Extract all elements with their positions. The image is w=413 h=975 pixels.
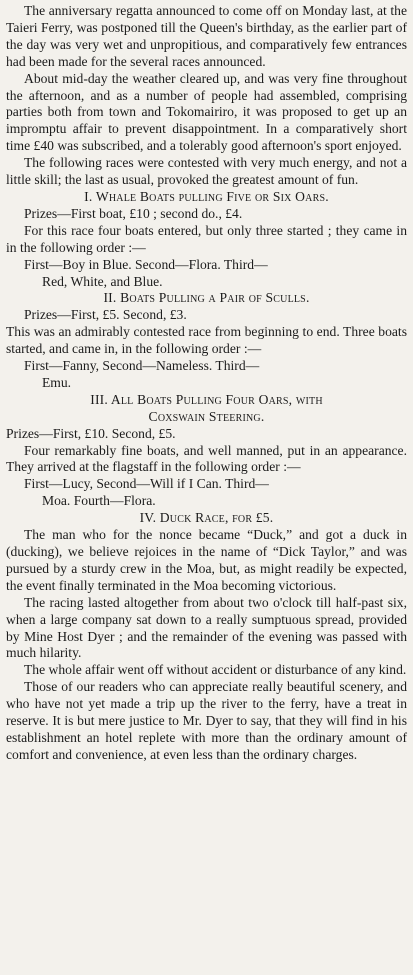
race4-heading: IV. Duck Race, for £5. xyxy=(139,510,274,526)
race2-text: This was an admirably contested race from beginning to end. Three boats started, and came in, in the following order :— xyxy=(6,324,407,357)
race2-prizes: Prizes—First, £5. Second, £3. xyxy=(24,307,187,323)
race4-text: The man who for the nonce became “Duck,” and got a duck in (ducking), we believe rejoices in the name of “Dick Taylor,” and was pursued by a sturdy crew in the Moa, but, as might readily be expected, the event finally terminated in the Moa becoming victorious. xyxy=(6,527,407,593)
race3-result-line: First—Lucy, Second—Will if I Can. Third— xyxy=(24,476,269,492)
no-accident-paragraph: The whole affair went off without accident or disturbance of any kind. xyxy=(24,662,407,678)
dinner-paragraph: The racing lasted altogether from about two o'clock till half-past six, when a large company sat down to a really sumptuous spread, provided by Mine Host Dyer ; and the remainder of the evening was passed with much hilarity. xyxy=(6,594,407,661)
scenery-paragraph: Those of our readers who can appreciate really beautiful scenery, and who have not yet made a trip up the river to the ferry, have a treat in reserve. It is but mere justice to Mr. Dyer to say, that they will find in his establishment an hotel replete with more than the ordinary amount of comfort and convenience, at even less than the ordinary charges. xyxy=(6,679,407,762)
weather-paragraph: About mid-day the weather cleared up, and was very fine throughout the afternoon, and as a number of people had assembled, comprising parties both from town and Tokomairiro, it was proposed to get up an impromptu affair to prevent disappointment. In a comparatively short time £40 was subscribed, and a tolerably good afternoon's sport enjoyed. xyxy=(6,70,407,154)
race3-heading-line2: Coxswain Steering. xyxy=(148,408,265,424)
race3-result-continuation: Moa. Fourth—Flora. xyxy=(42,493,156,509)
races-intro-paragraph: The following races were contested with very much energy, and not a little skill; the last as usual, provoked the greatest amount of fun. xyxy=(6,155,407,188)
race2-result-line: First—Fanny, Second—Nameless. Third— xyxy=(24,358,260,374)
race2-heading: II. Boats Pulling a Pair of Sculls. xyxy=(103,290,310,306)
race2-result xyxy=(6,358,407,392)
race3-prizes: Prizes—First, £10. Second, £5. xyxy=(6,425,176,441)
race1-heading: I. Whale Boats pulling Five or Six Oars. xyxy=(84,188,329,204)
race1-result xyxy=(6,257,407,291)
race1-result-line: First—Boy in Blue. Second—Flora. Third— xyxy=(24,256,268,272)
race3-heading: III. All Boats Pulling Four Oars, with xyxy=(90,391,323,407)
race1-text: For this race four boats entered, but only three started ; they came in in the following order :— xyxy=(6,222,407,255)
race1-prizes: Prizes—First boat, £10 ; second do., £4. xyxy=(24,205,243,221)
intro-paragraph: The anniversary regatta announced to come off on Monday last, at the Taieri Ferry, was postponed till the Queen's birthday, as the earlier part of the day was very wet and unpropitious, and comparatively few entrances had been made for the several races announced. xyxy=(6,3,407,69)
race2-result-continuation: Emu. xyxy=(42,374,72,390)
race3-text: Four remarkably fine boats, and well manned, put in an appearance. They arrived at the flagstaff in the following order :— xyxy=(6,442,407,475)
race3-result xyxy=(6,476,407,510)
race1-result-continuation: Red, White, and Blue. xyxy=(42,273,163,289)
